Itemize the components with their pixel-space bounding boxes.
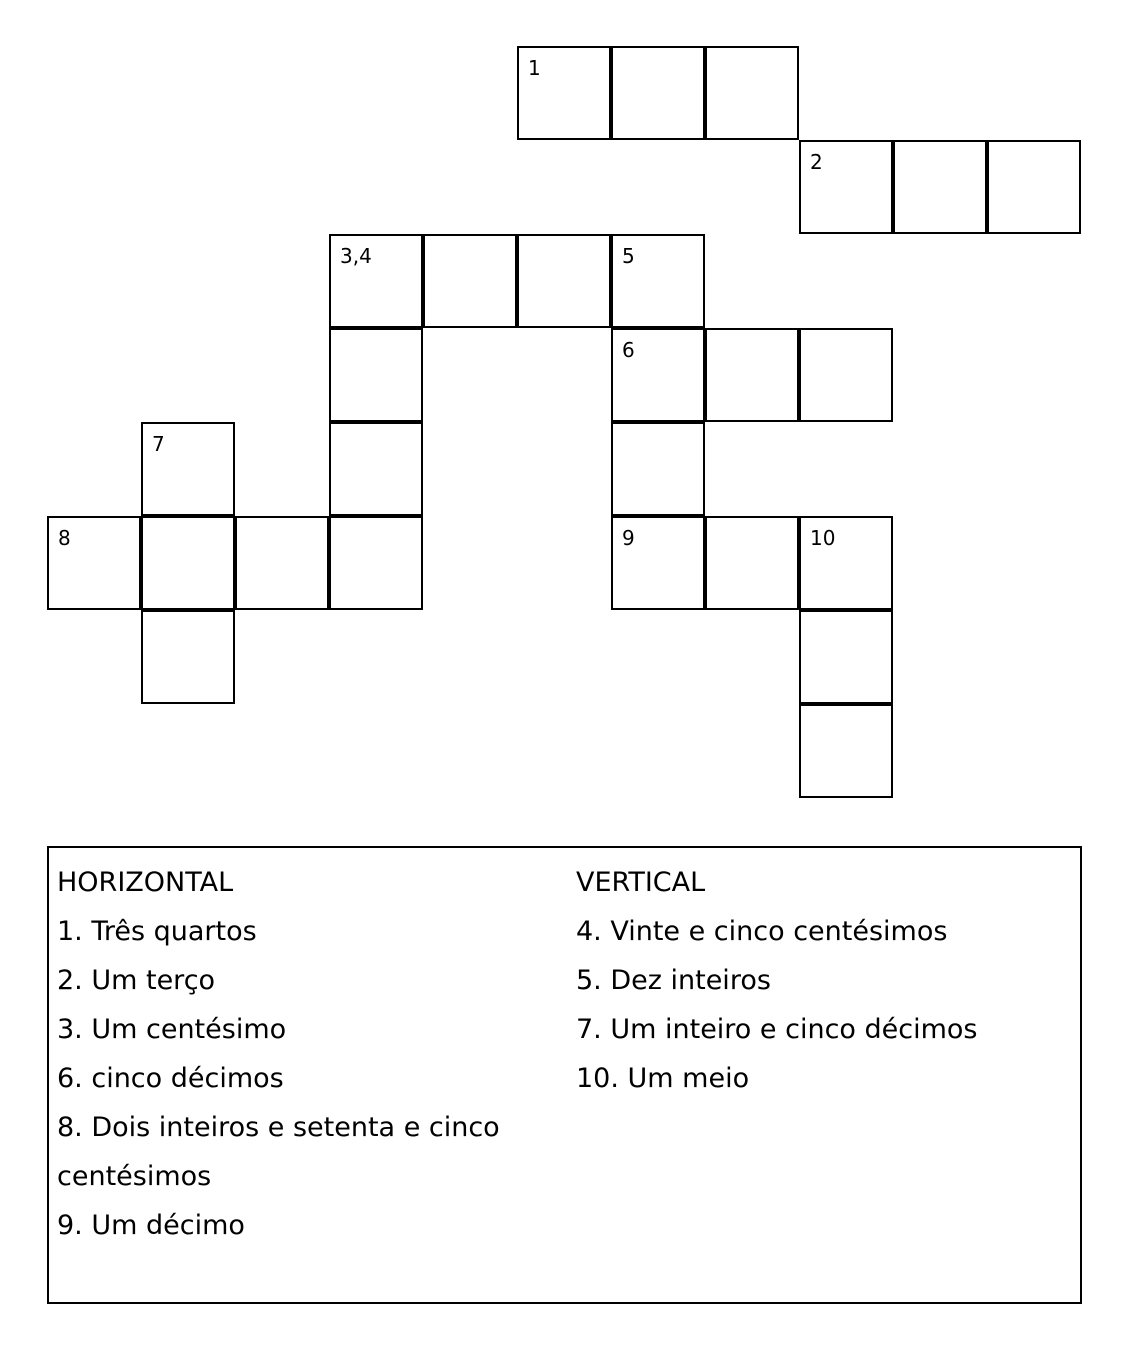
crossword-cell[interactable] <box>141 422 235 516</box>
crossword-cell[interactable] <box>893 140 987 234</box>
cell-number: 2 <box>810 150 823 174</box>
crossword-cell[interactable] <box>611 516 705 610</box>
crossword-cell[interactable] <box>611 234 705 328</box>
horizontal-clue-list <box>57 907 527 1250</box>
crossword-cell[interactable] <box>329 234 423 328</box>
clue-item: 6. cinco décimos <box>57 1063 284 1094</box>
crossword-cell[interactable] <box>705 516 799 610</box>
vertical-heading: VERTICAL <box>576 867 706 898</box>
crossword-cell[interactable] <box>799 140 893 234</box>
crossword-cell[interactable] <box>517 46 611 140</box>
crossword-cell[interactable] <box>235 516 329 610</box>
clue-box <box>47 846 1082 1304</box>
crossword-cell[interactable] <box>47 516 141 610</box>
clue-item: 2. Um terço <box>57 965 216 996</box>
cell-number: 6 <box>622 338 635 362</box>
crossword-cell[interactable] <box>799 328 893 422</box>
horizontal-heading: HORIZONTAL <box>57 867 234 898</box>
clue-item: centésimos <box>57 1161 212 1192</box>
crossword-cell[interactable] <box>987 140 1081 234</box>
clue-item: 3. Um centésimo <box>57 1014 287 1045</box>
cell-number: 10 <box>810 526 836 550</box>
clue-item: 10. Um meio <box>576 1063 750 1094</box>
crossword-cell[interactable] <box>141 610 235 704</box>
cell-number: 1 <box>528 56 541 80</box>
clue-item: 9. Um décimo <box>57 1210 245 1241</box>
crossword-cell[interactable] <box>141 516 235 610</box>
crossword-cell[interactable] <box>517 234 611 328</box>
crossword-cell[interactable] <box>329 328 423 422</box>
clue-item: 7. Um inteiro e cinco décimos <box>576 1014 978 1045</box>
clue-item: 4. Vinte e cinco centésimos <box>576 916 948 947</box>
clue-item: 5. Dez inteiros <box>576 965 771 996</box>
crossword-cell[interactable] <box>705 46 799 140</box>
cell-number: 9 <box>622 526 635 550</box>
clue-item: 1. Três quartos <box>57 916 257 947</box>
crossword-cell[interactable] <box>799 704 893 798</box>
cell-number: 3,4 <box>340 244 372 268</box>
crossword-cell[interactable] <box>611 422 705 516</box>
vertical-clue-list <box>576 907 1066 1103</box>
clue-item: 8. Dois inteiros e setenta e cinco <box>57 1112 500 1143</box>
crossword-cell[interactable] <box>799 516 893 610</box>
crossword-cell[interactable] <box>329 516 423 610</box>
crossword-cell[interactable] <box>423 234 517 328</box>
crossword-cell[interactable] <box>705 328 799 422</box>
crossword-cell[interactable] <box>329 422 423 516</box>
crossword-cell[interactable] <box>611 46 705 140</box>
cell-number: 8 <box>58 526 71 550</box>
horizontal-clues <box>57 858 527 1250</box>
crossword-cell[interactable] <box>611 328 705 422</box>
crossword-cell[interactable] <box>799 610 893 704</box>
cell-number: 7 <box>152 432 165 456</box>
vertical-clues <box>576 858 1066 1103</box>
cell-number: 5 <box>622 244 635 268</box>
